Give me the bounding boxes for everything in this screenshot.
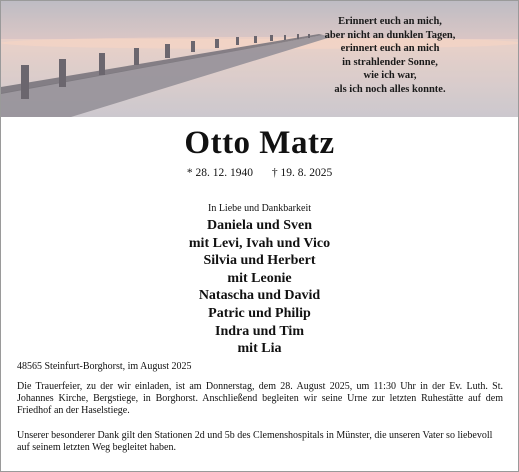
- mourner-line: Daniela und Sven: [206, 218, 313, 233]
- poem-line: aber nicht an dunklen Tagen,: [324, 29, 456, 41]
- mourner-line: Natascha und David: [198, 288, 321, 304]
- poem-line: wie ich war,: [363, 70, 417, 82]
- pier-sunset-photo: [1, 1, 518, 117]
- mourners-list: [1, 217, 518, 358]
- poem-line: in strahlender Sonne,: [342, 56, 438, 68]
- mourner-line: Indra und Tim: [215, 323, 304, 339]
- poem-line: Erinnert euch an mich,: [338, 16, 442, 27]
- mourner-line: mit Lia: [237, 341, 282, 357]
- birth-date: * 28. 12. 1940: [186, 167, 253, 179]
- life-dates: [1, 167, 518, 179]
- deceased-name: Otto Matz: [184, 125, 335, 161]
- mourner-line: mit Levi, Ivah und Vico: [188, 235, 331, 251]
- mourner-line: Patric und Philip: [208, 305, 311, 321]
- mourner-line: mit Leonie: [227, 270, 292, 286]
- mourners-intro: In Liebe und Dankbarkeit: [207, 203, 312, 214]
- thanks-note: Unserer besonderer Dank gilt den Stationen 2d und 5b des Clemenshospitals in Münster, die unseren Vater so liebevoll auf seinem letzten Weg begleitet haben.: [17, 430, 493, 453]
- poem-line: als ich noch alles konnte.: [334, 83, 446, 95]
- place-date: 48565 Steinfurt-Borghorst, im August 2025: [17, 361, 192, 372]
- death-date: † 19. 8. 2025: [271, 167, 333, 179]
- funeral-notice: Die Trauerfeier, zu der wir einladen, ist am Donnerstag, dem 28. August 2025, um 11:30 Uhr in der Ev. Luth. St. Johannes Kirche, Bergstiege, in Borghorst. Anschließend begleiten wir seine Urne zur letzten Ruhestätte auf dem Friedhof an der Haselstiege.: [17, 381, 503, 416]
- mourner-line: Silvia und Herbert: [203, 253, 316, 269]
- poem: [290, 15, 490, 97]
- poem-line: erinnert euch an mich: [340, 43, 440, 55]
